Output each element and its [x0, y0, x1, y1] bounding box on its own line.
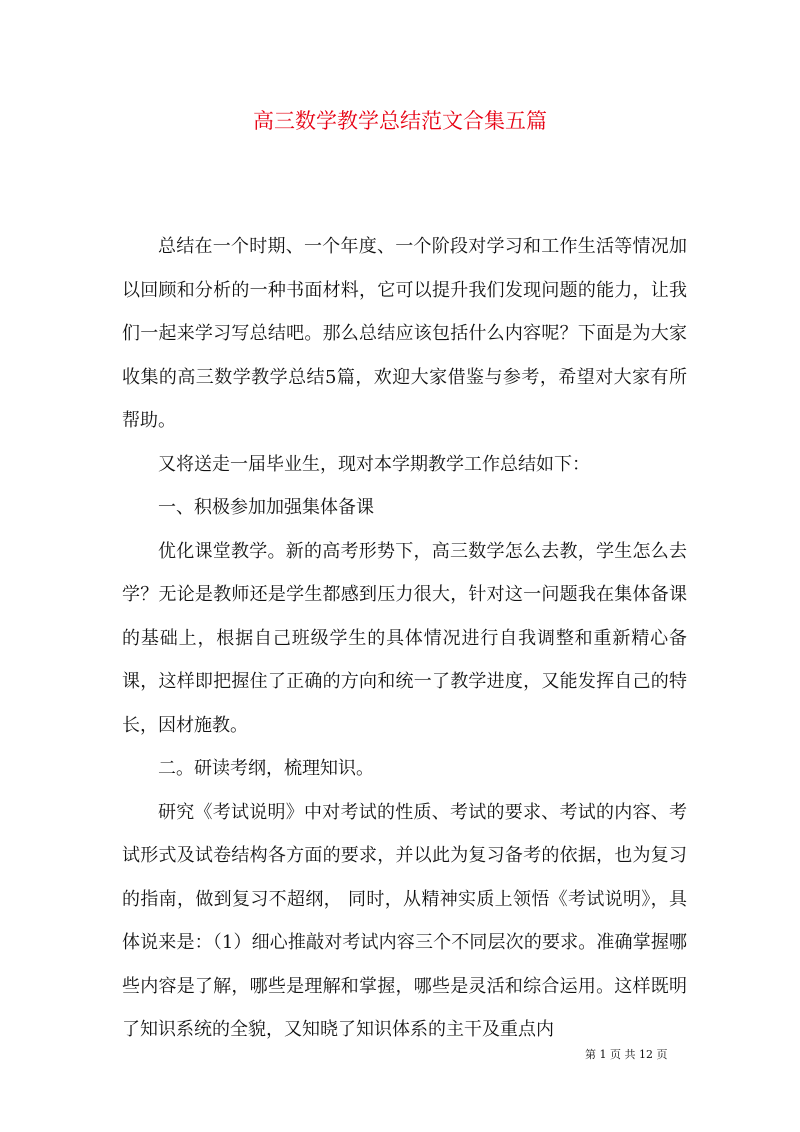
- section-heading-1: 一、积极参加加强集体备课: [158, 497, 374, 518]
- document-body: [122, 225, 687, 1052]
- page-footer: 第 1 页 共 12 页: [585, 1048, 668, 1061]
- paragraph-opening: 又将送走一届毕业生，现对本学期教学工作总结如下：: [158, 453, 590, 475]
- paragraph-intro: 总结在一个时期、一个年度、一个阶段对学习和工作生活等情况加以回顾和分析的一种书面材料，它可以提升我们发现问题的能力，让我们一起来学习写总结吧。那么总结应该包括什么内容呢？下面是为大家收集的高三数学教学总结5篇，欢迎大家借鉴与参考，希望对大家有所帮助。: [122, 236, 687, 431]
- paragraph-section-1: 优化课堂教学。新的高考形势下，高三数学怎么去教，学生怎么去学？无论是教师还是学生都感到压力很大，针对这一问题我在集体备课的基础上，根据自己班级学生的具体情况进行自我调整和重新精心备课，这样即把握住了正确的方向和统一了教学进度，又能发挥自己的特长，因材施教。: [122, 540, 687, 736]
- document-title: 高三数学教学总结范文合集五篇: [253, 109, 547, 133]
- paragraph-section-2: 研究《考试说明》中对考试的性质、考试的要求、考试的内容、考试形式及试卷结构各方面的要求，并以此为复习备考的依据，也为复习的指南，做到复习不超纲， 同时，从精神实质上领悟《考试说明》，具体说来是：（1）细心推敲对考试内容三个不同层次的要求。准确掌握哪些内容是了解，哪些是理解和掌握，哪些是灵活和综合运用。这样既明了知识系统的全貌，又知晓了知识体系的主干及重点内: [122, 801, 687, 1040]
- section-heading-2: 二。研读考纲，梳理知识。: [158, 758, 374, 779]
